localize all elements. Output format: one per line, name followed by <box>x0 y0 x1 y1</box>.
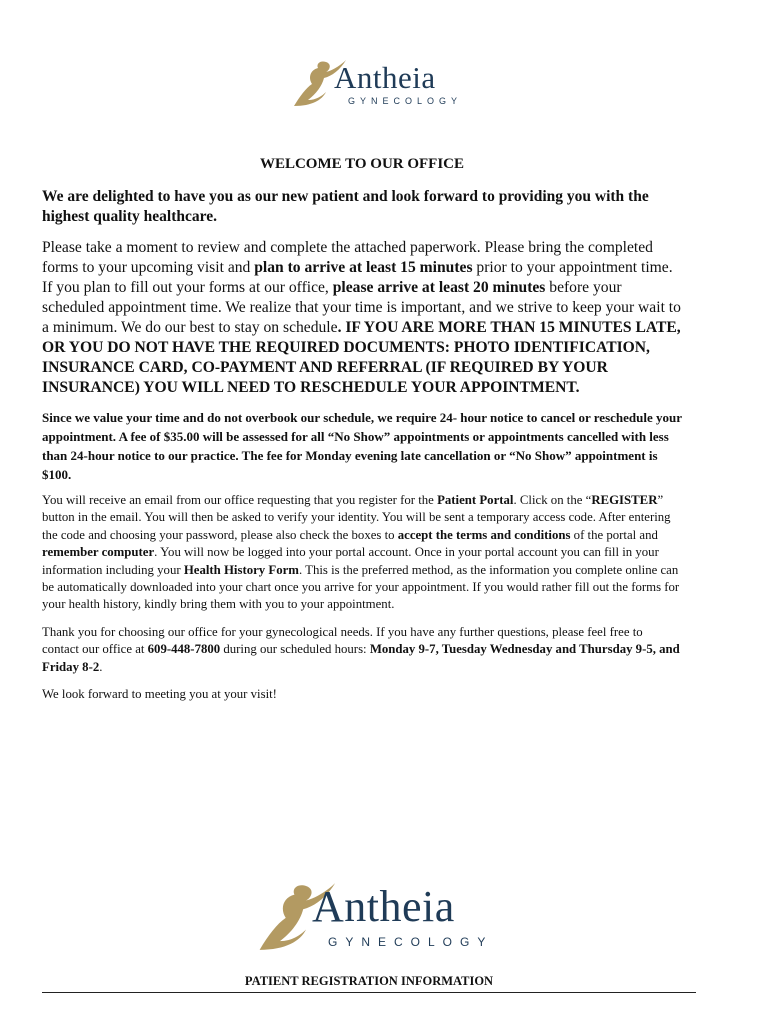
closing-paragraph: We look forward to meeting you at your visit! <box>42 687 277 702</box>
logo-bottom <box>248 877 508 953</box>
logo-brand-text: Antheia <box>334 60 436 95</box>
cancellation-policy-paragraph: Since we value your time and do not overbook our schedule, we require 24- hour notice to cancel or reschedule your appointment. A fee of $35.00 will be assessed for all “No Show” appointments or appointments cancelled with less than 24-hour notice to our practice. The fee for Monday evening late cancellation or “No Show” appointment is $100. <box>42 410 682 482</box>
logo-brand-text: Antheia <box>312 882 455 931</box>
letter-body <box>42 156 682 713</box>
logo-sub-text: GYNECOLOGY <box>348 96 463 106</box>
patient-portal-paragraph: You will receive an email from our office requesting that you register for the Patient Portal. Click on the “REGISTER” button in the email. You will then be asked to verify your identity. You will be sent a temporary access code. After entering the code and choosing your password, please also check the boxes to accept the terms and conditions of the portal and remember computer. You will now be logged into your portal account. Once in your portal account you can fill in your information including your Health History Form. This is the preferred method, as the information you complete online can be automatically downloaded into your chart once you arrive for your appointment. If you would rather fill out the forms for your health history, kindly bring them with you to your appointment. <box>42 493 680 612</box>
page-title: WELCOME TO OUR OFFICE <box>259 156 465 172</box>
arrival-paragraph: Please take a moment to review and complete the attached paperwork. Please bring the completed forms to your upcoming visit and plan to arrive at least 15 minutes prior to your appointment time. If you plan to fill out your forms at our office, please arrive at least 20 minutes before your scheduled appointment time. We realize that your time is important, and we strive to keep your wait to a minimum. We do our best to stay on schedule. IF YOU ARE MORE THAN 15 MINUTES LATE, OR YOU DO NOT HAVE THE REQUIRED DOCUMENTS: PHOTO IDENTIFICATION, INSURANCE CARD, CO-PAYMENT AND REFERRAL (IF REQUIRED BY YOUR INSURANCE) YOU WILL NEED TO RESCHEDULE YOUR APPOINTMENT. <box>42 239 681 396</box>
logo-sub-text: GYNECOLOGY <box>328 935 494 949</box>
intro-paragraph: We are delighted to have you as our new patient and look forward to providing you with the highest quality healthcare. <box>42 188 649 225</box>
logo-top <box>286 56 466 108</box>
contact-paragraph: Thank you for choosing our office for your gynecological needs. If you have any further questions, please feel free to contact our office at 609-448-7800 during our scheduled hours: Monday 9-7, Tuesday Wednesday and Thursday 9-5, and Friday 8-2. <box>42 624 680 674</box>
divider <box>42 992 696 993</box>
section-title: PATIENT REGISTRATION INFORMATION <box>244 974 494 988</box>
